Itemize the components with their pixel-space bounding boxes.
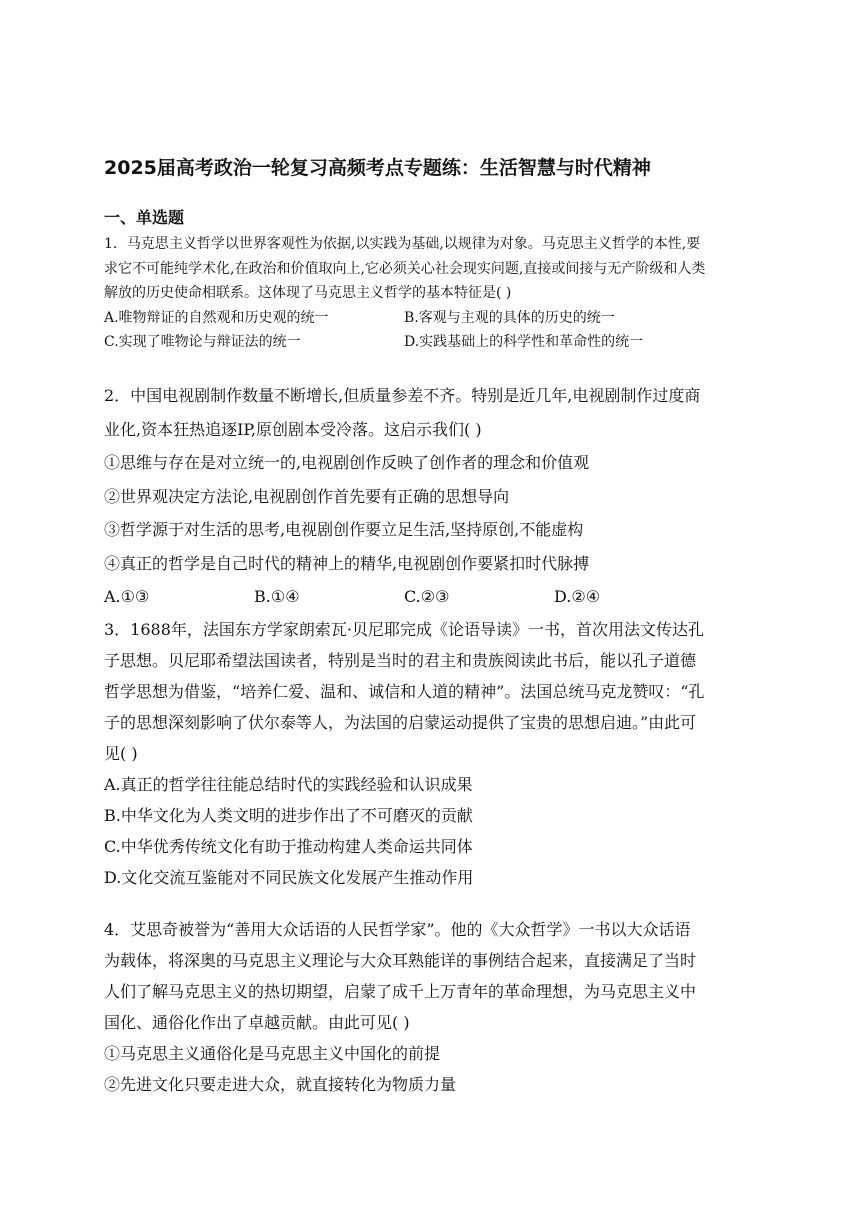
question-1-option-a[interactable]: A.唯物辩证的自然观和历史观的统一: [104, 309, 329, 326]
question-2-options-row: [104, 580, 760, 614]
question-2-statement: ④真正的哲学是自己时代的精神上的精华,电视剧创作要紧扣时代脉搏: [104, 553, 590, 573]
question-3-option-c[interactable]: C.中华优秀传统文化有助于推动构建人类命运共同体: [104, 837, 473, 856]
document-title: 2025届高考政治一轮复习高频考点专题练：生活智慧与时代精神: [104, 157, 651, 179]
section-heading: 一、单选题: [104, 208, 185, 227]
question-1-stem-line: 解放的历史使命相联系。这体现了马克思主义哲学的基本特征是( ): [104, 285, 512, 301]
question-4-stem-line: 人们了解马克思主义的热切期望，启蒙了成千上万青年的革命理想，为马克思主义中: [104, 982, 697, 1001]
question-2-stem-line: 业化,资本狂热追逐IP,原创剧本受冷落。这启示我们( ): [104, 419, 482, 439]
question-3-option-d[interactable]: D.文化交流互鉴能对不同民族文化发展产生推动作用: [104, 868, 474, 887]
question-2-statement: ②世界观决定方法论,电视剧创作首先要有正确的思想导向: [104, 486, 510, 506]
question-3-stem-line: 哲学思想为借鉴，“培养仁爱、温和、诚信和人道的精神”。法国总统马克龙赞叹：“孔: [104, 682, 705, 701]
question-1-option-d[interactable]: D.实践基础上的科学性和革命性的统一: [404, 334, 644, 350]
question-4: [104, 914, 760, 1100]
question-3: [104, 614, 760, 893]
question-1-option-b[interactable]: B.客观与主观的具体的历史的统一: [404, 309, 615, 326]
question-3-stem-line: 见( ): [104, 744, 138, 763]
question-1-option-c[interactable]: C.实现了唯物论与辩证法的统一: [104, 334, 301, 350]
question-3-stem-line: 子思想。贝尼耶希望法国读者，特别是当时的君主和贵族阅读此书后，能以孔子道德: [104, 651, 697, 670]
question-2-stem-line: 2．中国电视剧制作数量不断增长,但质量参差不齐。特别是近几年,电视剧制作过度商: [104, 386, 701, 405]
question-2-option-b[interactable]: B.①④: [254, 587, 300, 606]
question-3-stem-line: 3．1688年，法国东方学家朗索瓦·贝尼耶完成《论语导读》一书，首次用法文传达孔: [104, 620, 704, 639]
question-2-option-d[interactable]: D.②④: [554, 587, 601, 606]
question-4-statement: ②先进文化只要走进大众，就直接转化为物质力量: [104, 1075, 457, 1094]
question-3-option-b[interactable]: B.中华文化为人类文明的进步作出了不可磨灭的贡献: [104, 806, 473, 825]
question-1: [104, 232, 760, 355]
question-4-stem-line: 国化、通俗化作出了卓越贡献。由此可见( ): [104, 1013, 410, 1032]
question-1-stem-line: 1．马克思主义哲学以世界客观性为依据,以实践为基础,以规律为对象。马克思主义哲学的本性,要: [104, 236, 701, 252]
question-3-stem-line: 子的思想深刻影响了伏尔泰等人，为法国的启蒙运动提供了宝贵的思想启迪。”由此可: [104, 713, 697, 732]
question-2: [104, 379, 760, 614]
question-2-statement: ①思维与存在是对立统一的,电视剧创作反映了创作者的理念和价值观: [104, 453, 590, 472]
question-2-statement: ③哲学源于对生活的思考,电视剧创作要立足生活,坚持原创,不能虚构: [104, 520, 584, 539]
question-1-options-row: [104, 306, 760, 331]
question-4-statement: ①马克思主义通俗化是马克思主义中国化的前提: [104, 1044, 441, 1063]
question-1-options-row: [104, 330, 760, 355]
question-2-option-a[interactable]: A.①③: [104, 587, 150, 606]
question-3-option-a[interactable]: A.真正的哲学往往能总结时代的实践经验和认识成果: [104, 775, 473, 794]
question-4-stem-line: 为载体，将深奥的马克思主义理论与大众耳熟能详的事例结合起来，直接满足了当时: [104, 951, 697, 970]
question-2-option-c[interactable]: C.②③: [404, 587, 450, 606]
question-4-stem-line: 4．艾思奇被誉为“善用大众话语的人民哲学家”。他的《大众哲学》一书以大众话语: [104, 920, 691, 939]
question-1-stem-line: 求它不可能纯学术化,在政治和价值取向上,它必须关心社会现实问题,直接或间接与无产阶级和人类: [104, 260, 706, 277]
